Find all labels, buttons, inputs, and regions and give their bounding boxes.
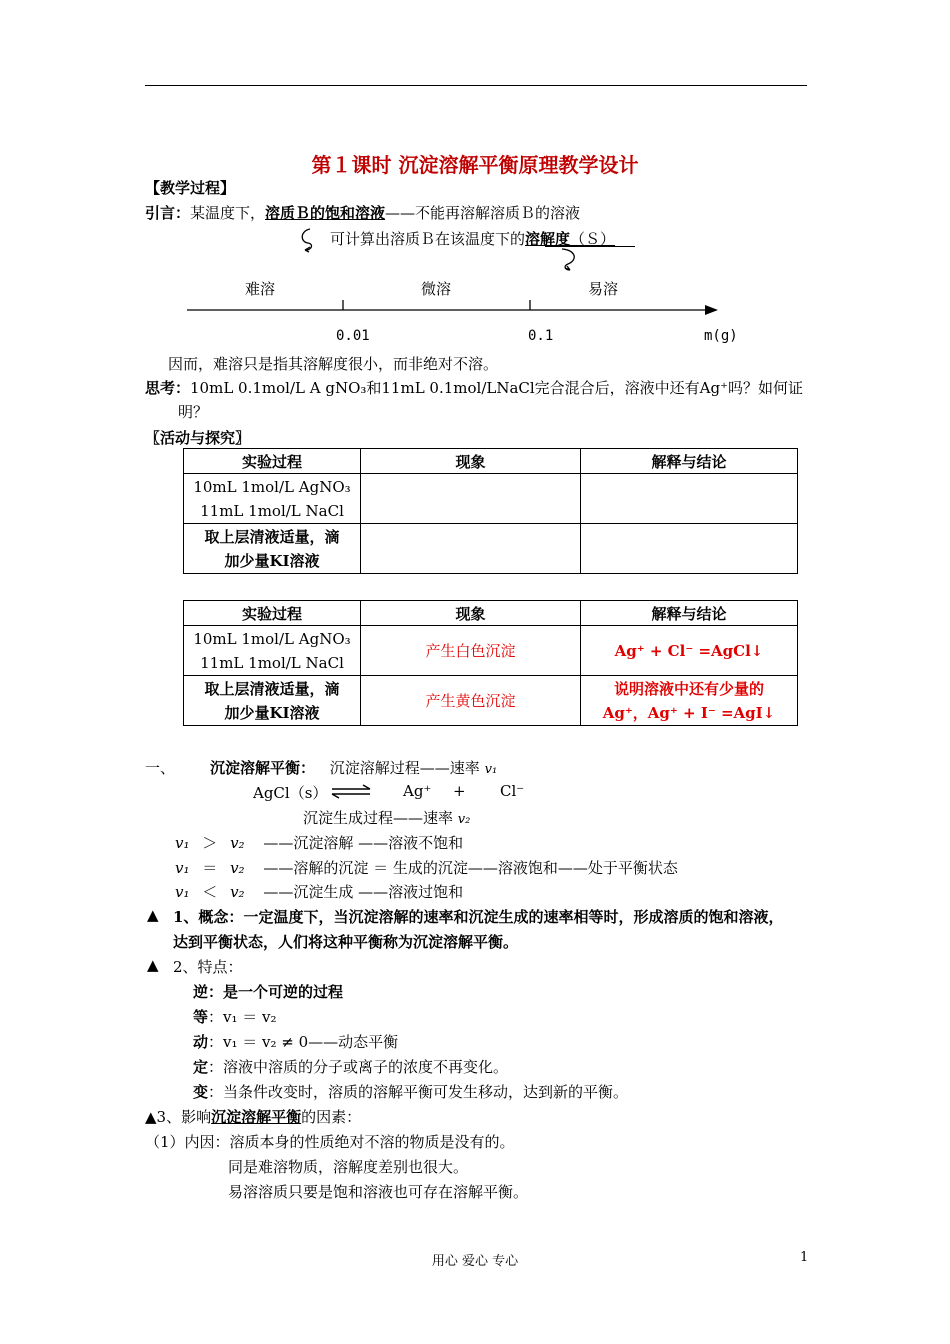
feature-text: ：v₁ ＝ v₂ ≠ 0——动态平衡 bbox=[208, 1033, 399, 1051]
conclusion-line: 说明溶液中还有少量的 bbox=[613, 679, 764, 698]
feature-key: 逆 bbox=[193, 983, 209, 1001]
relation-v2: v₂ bbox=[230, 883, 245, 901]
relation-row bbox=[175, 881, 463, 902]
relation-text: ——溶解的沉淀 ＝ 生成的沉淀——溶液饱和——处于平衡状态 bbox=[263, 859, 678, 877]
conclusion-line: Ag⁺ + Cl⁻ =AgCl↓ bbox=[614, 641, 764, 660]
process-cell bbox=[184, 676, 361, 726]
feature-text: ：v₁ ＝ v₂ bbox=[208, 1008, 277, 1026]
table-row bbox=[184, 626, 798, 676]
feature-text: ：当条件改变时，溶质的溶解平衡可发生移动，达到新的平衡。 bbox=[208, 1083, 629, 1101]
feature-item bbox=[193, 1006, 277, 1027]
scale-label-soluble: 易溶 bbox=[588, 280, 619, 298]
relation-op: ＝ bbox=[202, 859, 218, 877]
relation-text: ——沉淀溶解 ——溶液不饱和 bbox=[263, 834, 464, 852]
conclusion-line: Ag⁺，Ag⁺ + I⁻ =AgI↓ bbox=[602, 703, 776, 722]
table-row bbox=[184, 474, 798, 524]
factors-line bbox=[145, 1106, 361, 1127]
factors-pre: 3、影响 bbox=[156, 1108, 212, 1126]
internal-text: 溶质本身的性质绝对不溶的物质是没有的。 bbox=[229, 1133, 515, 1151]
conclusion-cell bbox=[581, 626, 798, 676]
form-rate: 沉淀生成过程——速率 bbox=[303, 809, 454, 827]
think-line1 bbox=[145, 377, 803, 398]
table-header-row bbox=[184, 601, 798, 626]
phenomenon-cell bbox=[361, 524, 581, 574]
reaction-left: AgCl（s） bbox=[253, 784, 328, 802]
intro-key: 溶质Ｂ的饱和溶液 bbox=[265, 204, 386, 222]
internal-line bbox=[145, 1131, 515, 1152]
form-rate-line bbox=[303, 807, 470, 828]
relation-text: ——沉淀生成 ——溶液过饱和 bbox=[263, 883, 464, 901]
intro-line2-pre: 可计算出溶质Ｂ在该温度下的 bbox=[330, 230, 526, 248]
feature-item bbox=[193, 981, 343, 1002]
dissolve-rate: 沉淀溶解过程——速率 bbox=[329, 759, 480, 777]
process-cell bbox=[184, 474, 361, 524]
feature-item bbox=[193, 1081, 628, 1102]
header-phenomenon: 现象 bbox=[361, 601, 581, 626]
scale-tick-001: 0.01 bbox=[336, 328, 370, 344]
table-row bbox=[184, 676, 798, 726]
triangle-marker-icon: ▲ bbox=[147, 906, 159, 924]
feature-item bbox=[193, 1031, 398, 1052]
table-header-row bbox=[184, 449, 798, 474]
triangle-marker-icon: ▲ bbox=[145, 1108, 157, 1126]
table-row bbox=[184, 524, 798, 574]
note-text: 因而，难溶只是指其溶解度很小，而非绝对不溶。 bbox=[168, 355, 499, 373]
relation-v1: v₁ bbox=[175, 834, 190, 852]
relation-v1: v₁ bbox=[175, 859, 190, 877]
conclusion-cell bbox=[581, 676, 798, 726]
activity-header: 〖活动与探究〗 bbox=[145, 429, 251, 447]
internal-label: （1）内因： bbox=[145, 1133, 230, 1151]
equilibrium-arrow-icon bbox=[330, 784, 374, 800]
think-text: 10mL 0.1mol/L A gNO₃和11mL 0.1mol/LNaCl完合混合后，溶液中还有Ag⁺吗？如何证 bbox=[190, 379, 804, 397]
intro-label: 引言： bbox=[145, 204, 191, 222]
process-line: 取上层清液适量，滴 bbox=[204, 679, 340, 698]
experiment-table-answers bbox=[183, 600, 798, 726]
process-line: 10mL 1mol/L AgNO₃ bbox=[193, 477, 351, 496]
footer-motto: 用心 爱心 专心 bbox=[431, 1254, 519, 1269]
triangle-marker-icon: ▲ bbox=[147, 956, 159, 974]
phenomenon-cell: 产生白色沉淀 bbox=[361, 626, 581, 676]
page-title: 第１课时 沉淀溶解平衡原理教学设计 bbox=[311, 153, 639, 177]
conclusion-cell bbox=[581, 474, 798, 524]
scale-tick-01: 0.1 bbox=[528, 328, 554, 344]
conclusion-cell bbox=[581, 524, 798, 574]
curved-arrow-down-icon bbox=[556, 246, 582, 272]
rate-v1: v₁ bbox=[484, 762, 498, 777]
intro-pre: 某温度下， bbox=[190, 204, 266, 222]
feature-key: 动 bbox=[193, 1033, 209, 1051]
relation-v2: v₂ bbox=[230, 834, 245, 852]
section-one-heading-line bbox=[210, 757, 497, 778]
scale-unit: m(g) bbox=[704, 328, 738, 344]
header-process: 实验过程 bbox=[184, 449, 361, 474]
feature-key: 变 bbox=[193, 1083, 209, 1101]
features-heading: 2、特点： bbox=[173, 958, 243, 976]
process-line: 11mL 1mol/L NaCl bbox=[200, 653, 344, 672]
internal-text: 易溶溶质只要是饱和溶液也可存在溶解平衡。 bbox=[228, 1183, 529, 1201]
phenomenon-cell: 产生黄色沉淀 bbox=[361, 676, 581, 726]
relation-v1: v₁ bbox=[175, 883, 190, 901]
process-cell bbox=[184, 626, 361, 676]
scale-label-slightly: 微溶 bbox=[421, 280, 452, 298]
experiment-table-blank bbox=[183, 448, 798, 574]
intro-line2-key: 溶解度 bbox=[525, 230, 571, 248]
concept-line1: 1、概念：一定温度下，当沉淀溶解的速率和沉淀生成的速率相等时，形成溶质的饱和溶液， bbox=[173, 908, 784, 926]
relation-row bbox=[175, 832, 463, 853]
process-line: 加少量KI溶液 bbox=[224, 551, 320, 570]
relation-op: ＞ bbox=[202, 834, 218, 852]
header-phenomenon: 现象 bbox=[361, 449, 581, 474]
solubility-axis bbox=[185, 300, 725, 322]
rate-v2: v₂ bbox=[457, 812, 471, 827]
relation-row bbox=[175, 857, 678, 878]
process-cell bbox=[184, 524, 361, 574]
header-conclusion: 解释与结论 bbox=[581, 601, 798, 626]
feature-key: 定 bbox=[193, 1058, 209, 1076]
phenomenon-cell bbox=[361, 474, 581, 524]
internal-text: 同是难溶物质，溶解度差别也很大。 bbox=[228, 1158, 469, 1176]
factors-post: 的因素： bbox=[301, 1108, 362, 1126]
header-rule bbox=[145, 85, 807, 86]
process-line: 取上层清液适量，滴 bbox=[204, 527, 340, 546]
intro-line bbox=[145, 202, 580, 223]
factors-key: 沉淀溶解平衡 bbox=[211, 1108, 302, 1126]
section-one-heading: 沉淀溶解平衡： bbox=[210, 759, 316, 777]
feature-key: 等 bbox=[193, 1008, 209, 1026]
think-line2: 明？ bbox=[178, 403, 209, 421]
header-conclusion: 解释与结论 bbox=[581, 449, 798, 474]
reaction-ag: Ag⁺ bbox=[403, 782, 432, 800]
header-process: 实验过程 bbox=[184, 601, 361, 626]
reaction-cl: Cl⁻ bbox=[500, 782, 525, 800]
scale-label-insoluble: 难溶 bbox=[245, 280, 276, 298]
intro-line2-post: （Ｓ） bbox=[570, 230, 616, 248]
intro-post: ——不能再溶解溶质Ｂ的溶液 bbox=[385, 204, 581, 222]
feature-item bbox=[193, 1056, 508, 1077]
page-number: 1 bbox=[800, 1250, 809, 1265]
curved-arrow-icon bbox=[296, 226, 320, 254]
reaction-plus: + bbox=[453, 782, 466, 800]
feature-text: ：是一个可逆的过程 bbox=[208, 983, 344, 1001]
process-line: 加少量KI溶液 bbox=[224, 703, 320, 722]
think-label: 思考： bbox=[145, 379, 191, 397]
process-line: 10mL 1mol/L AgNO₃ bbox=[193, 629, 351, 648]
process-line: 11mL 1mol/L NaCl bbox=[200, 501, 344, 520]
section-process: 【教学过程】 bbox=[145, 179, 236, 197]
concept-line2: 达到平衡状态，人们将这种平衡称为沉淀溶解平衡。 bbox=[173, 933, 519, 951]
feature-text: ：溶液中溶质的分子或离子的浓度不再变化。 bbox=[208, 1058, 509, 1076]
relation-v2: v₂ bbox=[230, 859, 245, 877]
section-one-number: 一、 bbox=[145, 759, 176, 777]
relation-op: ＜ bbox=[202, 883, 218, 901]
